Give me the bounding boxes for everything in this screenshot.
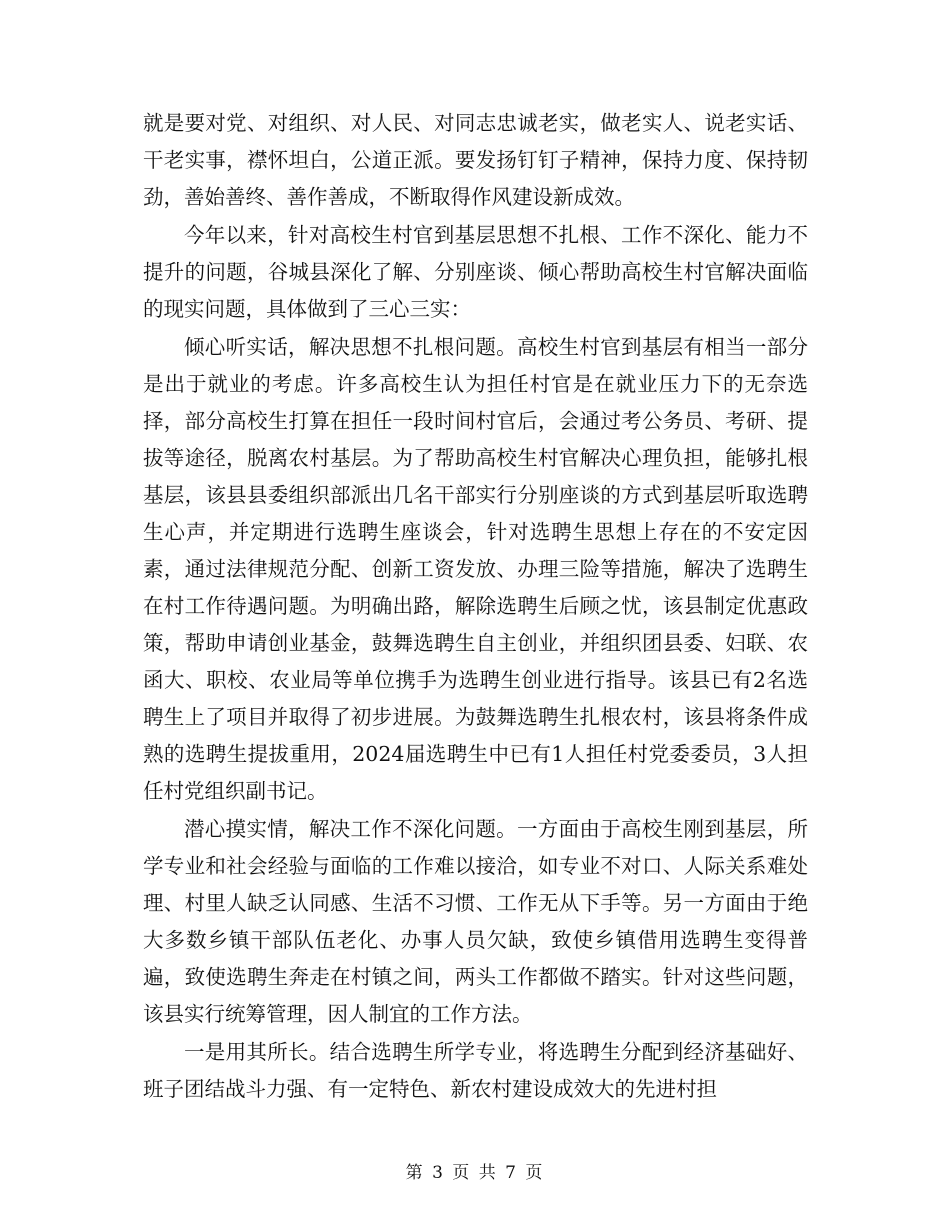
document-body bbox=[143, 105, 808, 1109]
paragraph-1: 就是要对党、对组织、对人民、对同志忠诚老实，做老实人、说老实话、干老实事，襟怀坦白，公道正派。要发扬钉钉子精神，保持力度、保持韧劲，善始善终、善作善成，不断取得作风建设新成效。 bbox=[143, 111, 808, 209]
page-number-footer: 第 3 页 共 7 页 bbox=[405, 1163, 545, 1183]
paragraph-3: 倾心听实话，解决思想不扎根问题。高校生村官到基层有相当一部分是出于就业的考虑。许多高校生认为担任村官是在就业压力下的无奈选择，部分高校生打算在担任一段时间村官后，会通过考公务员、考研、提拔等途径，脱离农村基层。为了帮助高校生村官解决心理负担，能够扎根基层，该县县委组织部派出几名干部实行分别座谈的方式到基层听取选聘生心声，并定期进行选聘生座谈会，针对选聘生思想上存在的不安定因素，通过法律规范分配、创新工资发放、办理三险等措施，解决了选聘生在村工作待遇问题。为明确出路，解除选聘生后顾之忧，该县制定优惠政策，帮助申请创业基金，鼓舞选聘生自主创业，并组织团县委、妇联、农函大、职校、农业局等单位携手为选聘生创业进行指导。该县已有2名选聘生上了项目并取得了初步进展。为鼓舞选聘生扎根农村，该县将条件成熟的选聘生提拔重用，2024届选聘生中已有1人担任村党委委员，3人担任村党组织副书记。 bbox=[143, 335, 808, 803]
paragraph-4: 潜心摸实情，解决工作不深化问题。一方面由于高校生刚到基层，所学专业和社会经验与面临的工作难以接洽，如专业不对口、人际关系难处理、村里人缺乏认同感、生活不习惯、工作无从下手等。另一方面由于绝大多数乡镇干部队伍老化、办事人员欠缺，致使乡镇借用选聘生变得普遍，致使选聘生奔走在村镇之间，两头工作都做不踏实。针对这些问题，该县实行统筹管理，因人制宜的工作方法。 bbox=[143, 817, 808, 1026]
paragraph-2: 今年以来，针对高校生村官到基层思想不扎根、工作不深化、能力不提升的问题，谷城县深化了解、分别座谈、倾心帮助高校生村官解决面临的现实问题，具体做到了三心三实： bbox=[143, 223, 808, 321]
paragraph-5: 一是用其所长。结合选聘生所学专业，将选聘生分配到经济基础好、班子团结战斗力强、有一定特色、新农村建设成效大的先进村担 bbox=[143, 1040, 808, 1101]
